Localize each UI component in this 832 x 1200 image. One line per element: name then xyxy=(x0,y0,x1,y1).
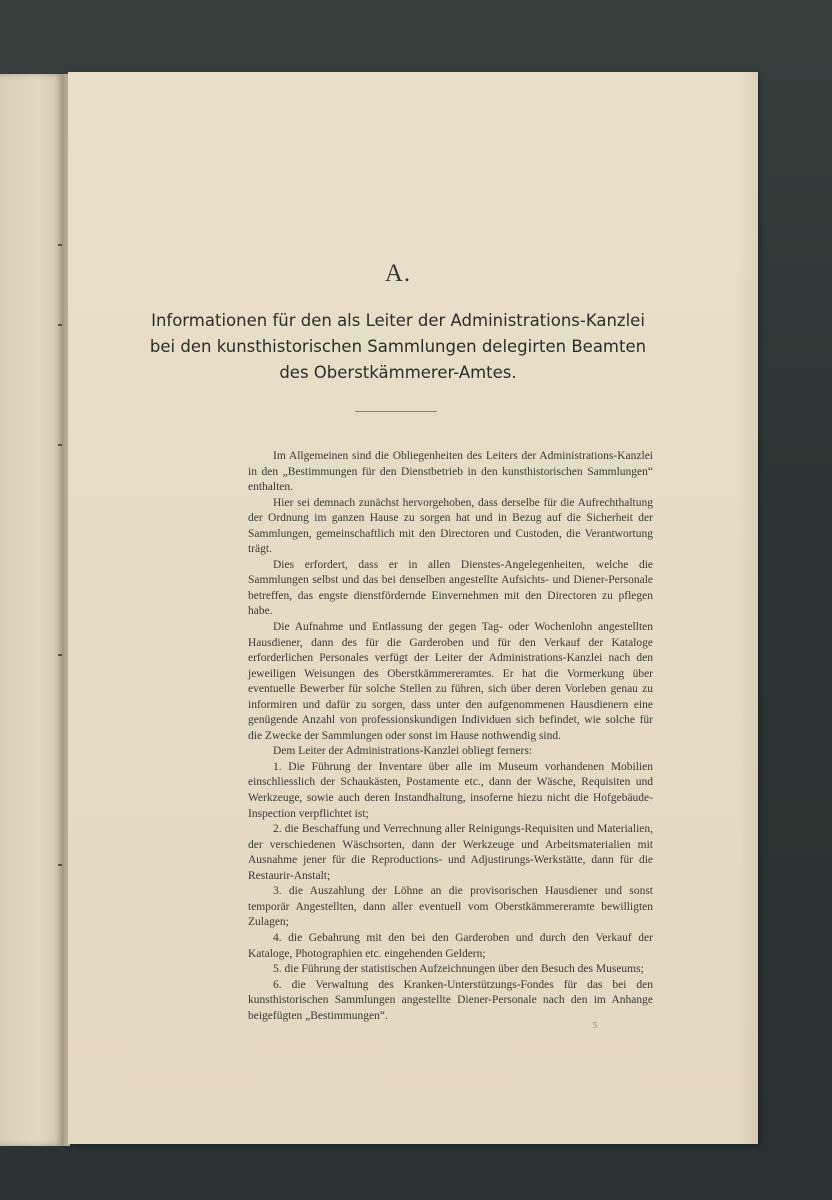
list-item: 2. die Beschaffung und Verrechnung aller Reinigungs-Requisiten und Materialien, der verschiedenen Wäschsorten, dann der Werkzeuge und Arbeitsmaterialien mit Ausnahme jener für die Reproductions- und Adjustirungs-Werkstätte, dann für die Restaurir-Anstalt; xyxy=(248,823,653,882)
list-item: 6. die Verwaltung des Kranken-Unterstützungs-Fondes für das bei den kunsthistorischen Sammlungen angestellte Diener-Personale nach den im Anhange beigefügten „Bestimmungen“. xyxy=(248,978,653,1022)
paragraph: Im Allgemeinen sind die Obliegenheiten des Leiters der Administrations-Kanzlei in den „Bestimmungen für den Dienstbetrieb in den kunsthistorischen Sammlungen“ enthalten. xyxy=(248,450,653,494)
list-item: 5. die Führung der statistischen Aufzeichnungen über den Besuch des Museums; xyxy=(273,963,644,976)
paragraph: Dies erfordert, dass er in allen Dienstes-Angelegenheiten, welche die Sammlungen selbst und das bei denselben angestellte Aufsichts- und Diener-Personale betreffen, das engste dienstfördernde Einvernehmen mit den Directoren zu pflegen habe. xyxy=(248,558,653,618)
document-heading xyxy=(88,308,708,386)
heading-divider xyxy=(355,411,437,412)
heading-line: bei den kunsthistorischen Sammlungen delegirten Beamten xyxy=(149,337,647,356)
facing-page-edge xyxy=(0,74,64,1146)
list-item: 3. die Auszahlung der Löhne an die provisorischen Hausdiener und sonst temporär Angestellten, dann aller eventuell vom Oberstkämmereramte bewilligten Zulagen; xyxy=(248,885,653,929)
section-letter: A. xyxy=(384,260,412,287)
document-page xyxy=(68,72,758,1144)
paragraph: Dem Leiter der Administrations-Kanzlei obliegt ferners: xyxy=(273,745,532,758)
heading-line: des Oberstkämmerer-Amtes. xyxy=(279,363,517,382)
page-number: 5 xyxy=(593,1021,597,1030)
list-item: 4. die Gebahrung mit den bei den Garderoben und durch den Verkauf der Kataloge, Photographien etc. eingehenden Geldern; xyxy=(248,931,653,960)
paragraph: Die Aufnahme und Entlassung der gegen Tag- oder Wochenlohn angestellten Hausdiener, dann des für die Garderoben und für den Verkauf der Kataloge erforderlichen Personales verfügt der Leiter der Administrations-Kanzlei nach den jeweiligen Weisungen des Oberstkämmereramtes. Er hat die Vormerkung über eventuelle Bewerber für solche Stellen zu führen, sich über deren Vorleben genau zu informiren und dafür zu sorgen, dass unter den aufgenommenen Hausdienern eine genügende Anzahl von professionskundigen Individuen sich befindet, wie solche für die Zwecke der Sammlungen oder sonst im Hause nothwendig sind. xyxy=(248,621,653,742)
paragraph: Hier sei demnach zunächst hervorgehoben, dass derselbe für die Aufrechthaltung der Ordnung im ganzen Hause zu sorgen hat und in Bezug auf die Sicherheit der Sammlungen, gemeinschaftlich mit den Directoren und Custoden, die Verantwortung trägt. xyxy=(248,496,653,556)
body-text xyxy=(248,449,653,1024)
list-item: 1. Die Führung der Inventare über alle im Museum vorhandenen Mobilien einschliesslich der Schaukästen, Postamente etc., dann der Wäsche, Requisiten und Werkzeuge, sowie auch deren Instandhaltung, insoferne hiezu nicht die Hofgebäude-Inspection verpflichtet ist; xyxy=(248,760,653,820)
heading-line: Informationen für den als Leiter der Administrations-Kanzlei xyxy=(151,311,645,330)
